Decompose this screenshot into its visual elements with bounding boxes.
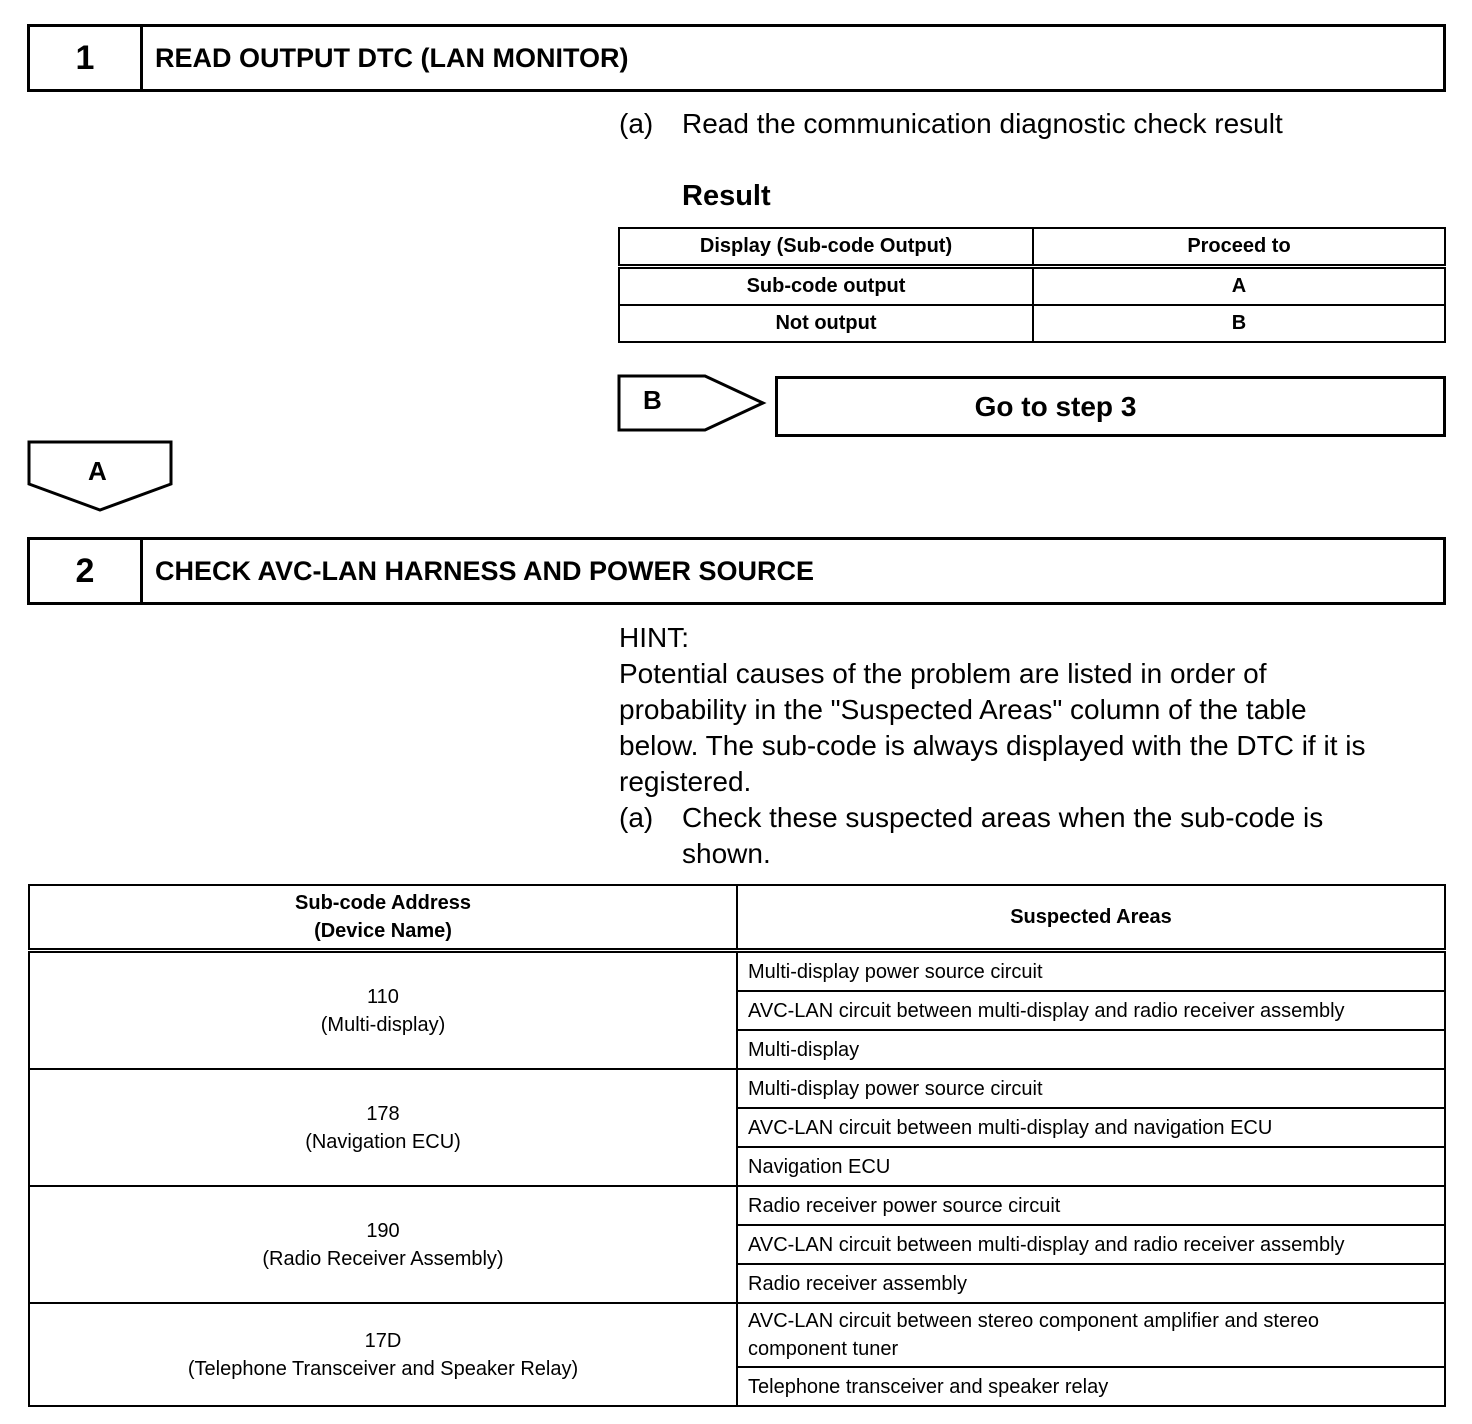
hint-label: HINT: xyxy=(619,622,689,653)
subcode-header-address xyxy=(29,885,737,951)
step-1-instruction-label: (a) xyxy=(619,108,654,139)
suspected-area: Radio receiver assembly xyxy=(737,1264,1445,1303)
suspected-area: Telephone transceiver and speaker relay xyxy=(737,1367,1445,1406)
step-2-instruction-text xyxy=(682,800,1323,872)
branch-b-arrow-shape xyxy=(617,374,767,434)
suspected-area: Multi-display power source circuit xyxy=(737,951,1445,992)
result-cell: Sub-code output xyxy=(619,267,1033,306)
hint-block xyxy=(619,620,1365,800)
suspected-area: AVC-LAN circuit between multi-display and radio receiver assembly xyxy=(737,991,1445,1030)
suspected-area: AVC-LAN circuit between multi-display and navigation ECU xyxy=(737,1108,1445,1147)
device-name: (Radio Receiver Assembly) xyxy=(262,1247,504,1270)
result-heading: Result xyxy=(682,180,771,212)
result-table xyxy=(618,227,1446,343)
device-name: (Multi-display) xyxy=(320,1013,446,1036)
result-header-proceed: Proceed to xyxy=(1033,228,1445,267)
subcode-header-line: Sub-code Address xyxy=(295,892,471,914)
result-cell: A xyxy=(1033,267,1445,306)
go-to-step-3-box xyxy=(775,376,1446,437)
hint-line: probability in the "Suspected Areas" column of the table xyxy=(619,694,1307,725)
step-1-instruction-text: Read the communication diagnostic check result xyxy=(682,108,1283,139)
table-row xyxy=(619,267,1445,306)
suspected-area: Navigation ECU xyxy=(737,1147,1445,1186)
subcode-table xyxy=(28,884,1446,1407)
suspected-area: Radio receiver power source circuit xyxy=(737,1186,1445,1225)
step-2-title: CHECK AVC-LAN HARNESS AND POWER SOURCE xyxy=(155,555,815,586)
device-cell xyxy=(29,1069,737,1186)
subcode-header-areas: Suspected Areas xyxy=(737,885,1445,951)
device-name: (Navigation ECU) xyxy=(305,1130,461,1153)
step-1-title: READ OUTPUT DTC (LAN MONITOR) xyxy=(155,42,629,73)
branch-a-label: A xyxy=(88,456,107,486)
step-2-instruction-label: (a) xyxy=(619,802,654,833)
result-header-display: Display (Sub-code Output) xyxy=(619,228,1033,267)
step-1-header xyxy=(27,24,1446,92)
suspected-area: AVC-LAN circuit between multi-display and radio receiver assembly xyxy=(737,1225,1445,1264)
table-row xyxy=(29,1186,1445,1225)
table-row xyxy=(29,1303,1445,1367)
subcode-header-line: (Device Name) xyxy=(314,920,452,942)
step-2-number: 2 xyxy=(30,540,143,602)
suspected-area: Multi-display xyxy=(737,1030,1445,1069)
device-code: 190 xyxy=(366,1219,400,1242)
device-cell xyxy=(29,1303,737,1406)
device-cell xyxy=(29,1186,737,1303)
hint-line: below. The sub-code is always displayed with the DTC if it is xyxy=(619,730,1366,761)
result-cell: B xyxy=(1033,305,1445,342)
device-cell xyxy=(29,951,737,1070)
device-code: 178 xyxy=(366,1102,400,1125)
go-to-step-3-text: Go to step 3 xyxy=(974,390,1137,422)
device-code: 110 xyxy=(367,985,399,1008)
hint-line: Potential causes of the problem are listed in order of xyxy=(619,658,1267,689)
suspected-area: Multi-display power source circuit xyxy=(737,1069,1445,1108)
table-row xyxy=(29,1069,1445,1108)
step-2-instruction-line: shown. xyxy=(682,838,771,869)
branch-b-label: B xyxy=(643,385,662,415)
step-1-number: 1 xyxy=(30,27,143,89)
table-row xyxy=(29,951,1445,992)
result-cell: Not output xyxy=(619,305,1033,342)
suspected-area: AVC-LAN circuit between stereo component amplifier and stereo component tuner xyxy=(737,1303,1445,1367)
step-2-instruction-line: Check these suspected areas when the sub-code is xyxy=(682,802,1324,833)
device-name: (Telephone Transceiver and Speaker Relay) xyxy=(187,1357,579,1380)
step-2-header xyxy=(27,537,1446,605)
hint-line: registered. xyxy=(619,766,752,797)
device-code: 17D xyxy=(364,1329,402,1352)
table-row xyxy=(619,305,1445,342)
